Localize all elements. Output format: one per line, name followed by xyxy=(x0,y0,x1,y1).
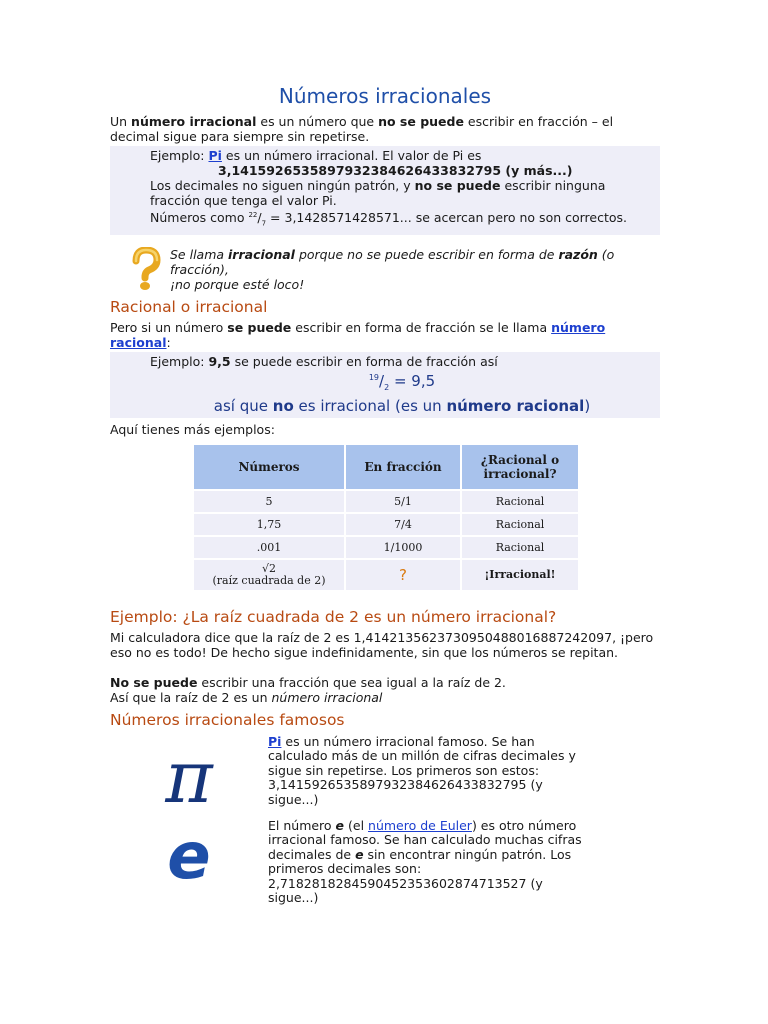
examples-table xyxy=(192,443,580,592)
question-mark-icon xyxy=(128,247,162,291)
section-heading-raiz: Ejemplo: ¿La raíz cuadrada de 2 es un número irracional? xyxy=(110,607,557,626)
fraction-display: $^{19}/_2 = 9,5$ xyxy=(368,371,436,392)
pi-famous-link[interactable]: Pi xyxy=(268,733,282,749)
column-header: ¿Racional o irracional? xyxy=(461,444,579,490)
article xyxy=(110,84,660,906)
column-header: En fracción xyxy=(345,444,461,490)
section-heading-racional: Racional o irracional xyxy=(110,297,268,316)
section-heading-famosos: Números irracionales famosos xyxy=(110,710,345,729)
more-examples-label: Aquí tienes más ejemplos: xyxy=(110,421,275,437)
racional-paragraph: Pero si un número se puede escribir en forma de fracción se le llama número racional: xyxy=(110,319,606,350)
table-row: 5 5/1 Racional xyxy=(193,490,579,513)
pi-block: π Pi es un número irracional famoso. Se han calculado más de un millón de cifras decimales y sigue sin repetirse. Los primeros son estos: 3,1415926535897932384626433832795 (y sigue...) xyxy=(110,735,660,809)
table-row: .001 1/1000 Racional xyxy=(193,536,579,559)
raiz-paragraph-2: No se puede escribir una fracción que sea igual a la raíz de 2. xyxy=(110,674,506,690)
table-row: √2 (raíz cuadrada de 2) ? ¡Irracional! xyxy=(193,559,579,591)
raiz-paragraph-1: Mi calculadora dice que la raíz de 2 es 1,4142135623730950488016887242097, ¡pero eso no es todo! De hecho sigue indefinidamente, sin que los números se repitan. xyxy=(110,629,654,660)
conclusion-line: así que no es irracional (es un número racional) xyxy=(213,396,591,415)
racional-example-box: Ejemplo: 9,5 se puede escribir en forma de fracción así $^{19}/_2 = 9,5$ así que no es irracional (es un número racional) xyxy=(110,352,660,418)
pi-link[interactable]: Pi xyxy=(208,148,222,163)
pi-example-box: Ejemplo: Pi es un número irracional. El valor de Pi es 3,1415926535897932384626433832795 (y más...) Los decimales no siguen ningún patrón, y no se puede escribir ninguna fracción que tenga el valor Pi. Números como $^{22}/_7 = 3,1428571428571$... se acercan pero no son correctos. xyxy=(110,146,660,235)
intro-paragraph: Un número irracional es un número que no se puede escribir en fracción – el decimal sigue para siempre sin repetirse. xyxy=(110,114,614,144)
note-box: Se llama irracional porque no se puede escribir en forma de razón (o fracción), ¡no porque esté loco! xyxy=(128,247,660,292)
page-title: Números irracionales xyxy=(278,84,492,108)
e-block: e El número e (el número de Euler) es otro número irracional famoso. Se han calculado muchas cifras decimales de e sin encontrar ningún patrón. Los primeros decimales son: 2,7182818284590452353602874713527 (y sigue...) xyxy=(110,819,660,906)
pi-icon: π xyxy=(165,734,213,819)
numero-racional-link[interactable]: número racional xyxy=(110,319,606,350)
pi-value: 3,1415926535897932384626433832795 (y más...) xyxy=(218,163,573,178)
raiz-paragraph-3: Así que la raíz de 2 es un número irracional xyxy=(110,689,383,705)
e-icon: e xyxy=(167,819,211,894)
table-row: 1,75 7/4 Racional xyxy=(193,513,579,536)
euler-link[interactable]: número de Euler xyxy=(368,817,472,833)
column-header: Números xyxy=(193,444,345,490)
table-header-row xyxy=(193,444,579,490)
